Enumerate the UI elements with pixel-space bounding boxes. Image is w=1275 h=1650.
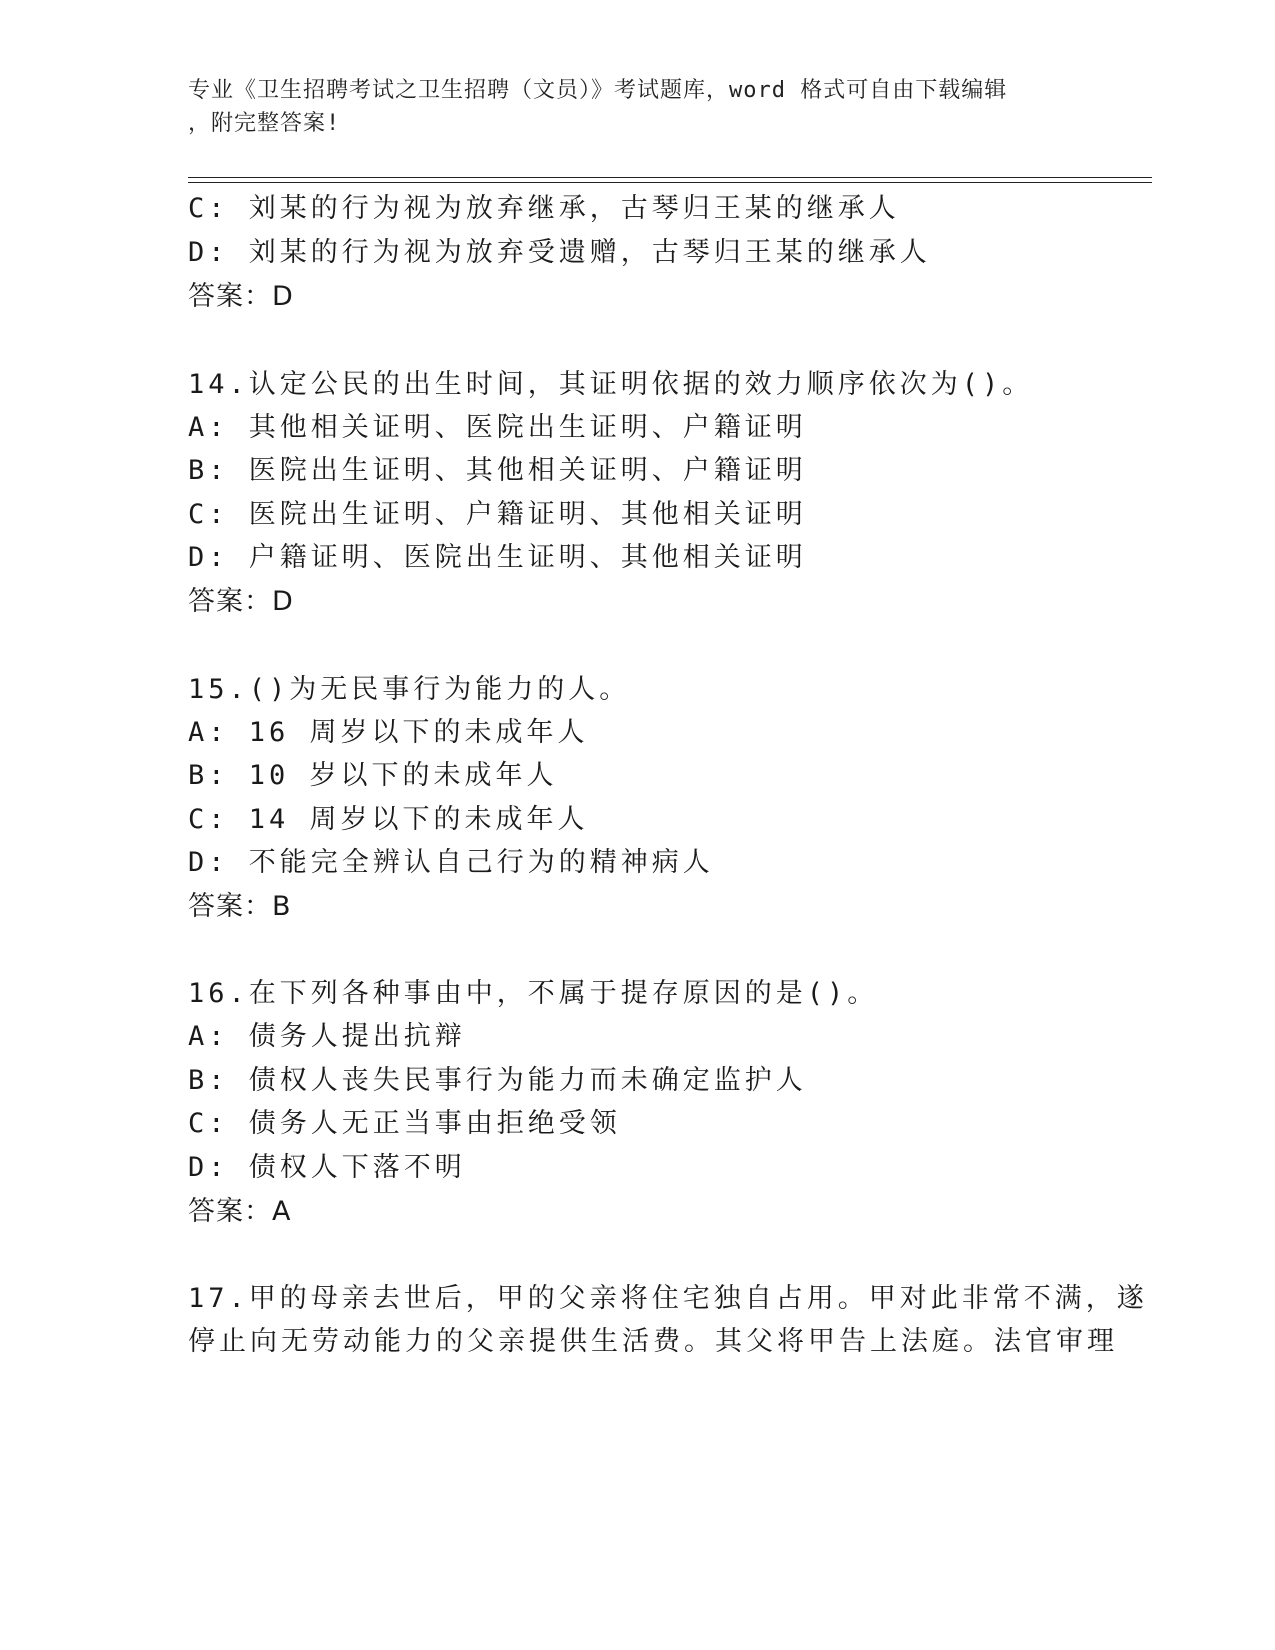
prev-question-answer: 答案：D (188, 281, 294, 312)
question-14-stem: 14.认定公民的出生时间，其证明依据的效力顺序依次为()。 (188, 369, 1034, 400)
question-14-option-c: C: 医院出生证明、户籍证明、其他相关证明 (188, 499, 807, 530)
question-15-option-d: D: 不能完全辨认自己行为的精神病人 (188, 847, 714, 878)
header-title-line1: 专业《卫生招聘考试之卫生招聘（文员）》考试题库，word 格式可自由下载编辑 (188, 78, 1008, 103)
question-14-option-b: B: 医院出生证明、其他相关证明、户籍证明 (188, 455, 807, 486)
question-15-option-b: B: 10 岁以下的未成年人 (188, 760, 558, 791)
header-title-line2: ，附完整答案! (188, 111, 341, 136)
question-15-option-a: A: 16 周岁以下的未成年人 (188, 717, 589, 748)
question-15-option-c: C: 14 周岁以下的未成年人 (188, 804, 589, 835)
question-15-answer: 答案：B (188, 891, 292, 922)
question-16-option-a: A: 债务人提出抗辩 (188, 1021, 466, 1052)
prev-question-option-d: D: 刘某的行为视为放弃受遗赠，古琴归王某的继承人 (188, 237, 931, 268)
question-15-stem: 15.()为无民事行为能力的人。 (188, 674, 631, 705)
prev-question-option-c: C: 刘某的行为视为放弃继承，古琴归王某的继承人 (188, 193, 900, 224)
question-16-option-b: B: 债权人丧失民事行为能力而未确定监护人 (188, 1065, 807, 1096)
question-14-answer: 答案：D (188, 586, 294, 617)
question-14-option-d: D: 户籍证明、医院出生证明、其他相关证明 (188, 542, 807, 573)
question-16-option-d: D: 债权人下落不明 (188, 1152, 466, 1183)
question-14-option-a: A: 其他相关证明、医院出生证明、户籍证明 (188, 412, 807, 443)
question-16-answer: 答案：A (188, 1196, 292, 1227)
question-17-stem-line1: 17.甲的母亲去世后，甲的父亲将住宅独自占用。甲对此非常不满，遂 (188, 1283, 1148, 1314)
question-16-stem: 16.在下列各种事由中，不属于提存原因的是()。 (188, 978, 879, 1009)
header-divider-bottom (188, 182, 1152, 183)
question-16-option-c: C: 债务人无正当事由拒绝受领 (188, 1108, 621, 1139)
question-17-stem-line2: 停止向无劳动能力的父亲提供生活费。其父将甲告上法庭。法官审理 (188, 1326, 1118, 1357)
header-divider-top (188, 177, 1152, 178)
document-header (188, 74, 1088, 140)
